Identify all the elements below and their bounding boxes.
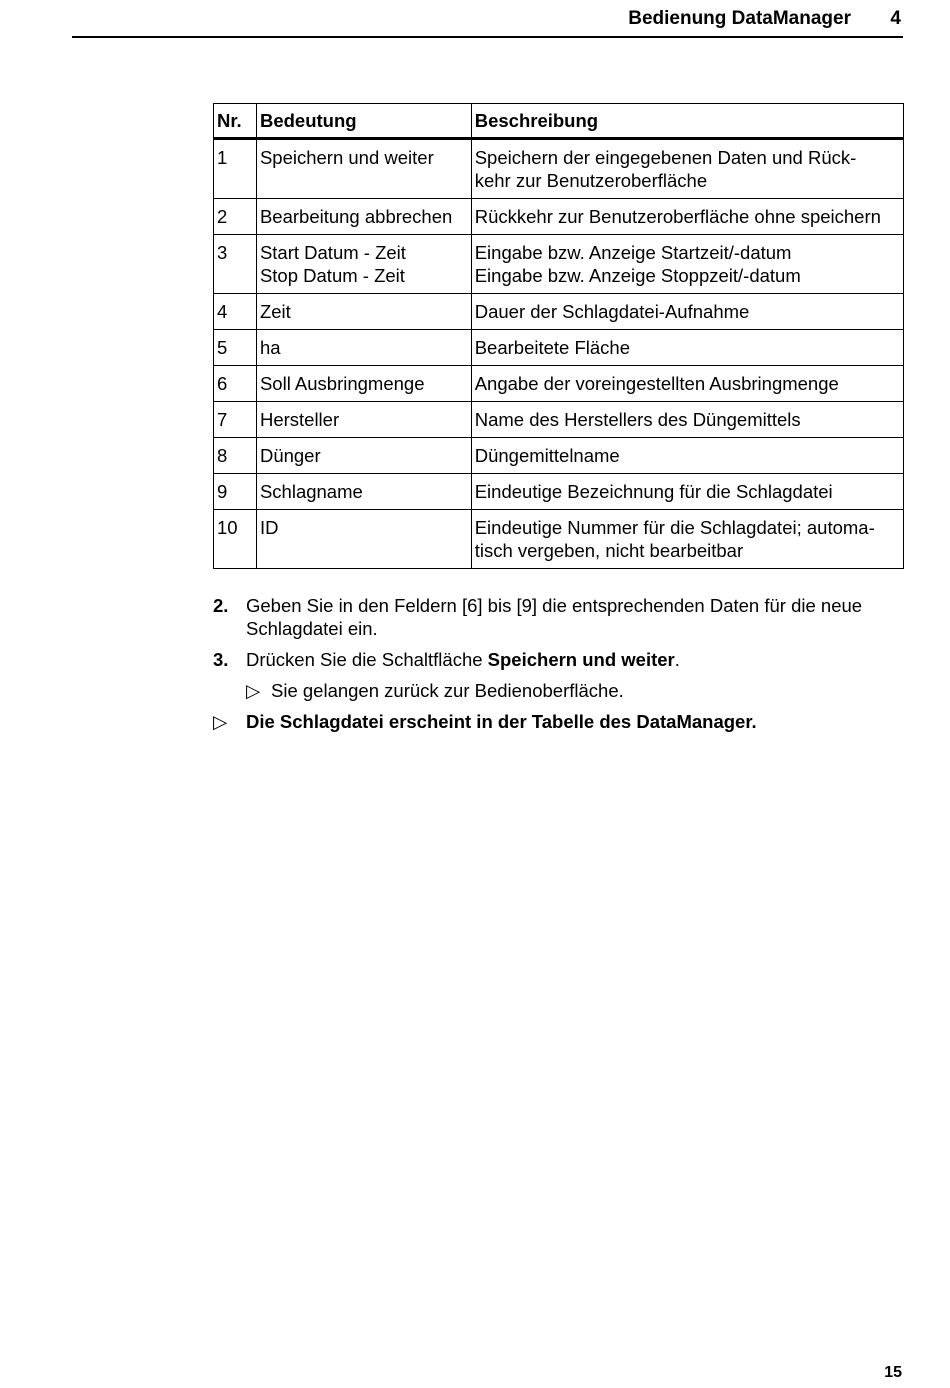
cell-bedeutung: Schlagname bbox=[256, 474, 471, 510]
cell-bedeutung: Zeit bbox=[256, 294, 471, 330]
field-description-table bbox=[213, 103, 904, 569]
table-row bbox=[214, 235, 904, 294]
cell-nr: 7 bbox=[214, 402, 257, 438]
cell-bedeutung: Speichern und weiter bbox=[256, 139, 471, 199]
table-row bbox=[214, 474, 904, 510]
page-number: 15 bbox=[884, 1364, 902, 1381]
header-title: Bedienung DataManager bbox=[628, 8, 851, 29]
cell-nr: 4 bbox=[214, 294, 257, 330]
cell-beschreibung: Rückkehr zur Benutzeroberfläche ohne speichern bbox=[471, 199, 903, 235]
cell-bedeutung: Soll Ausbringmenge bbox=[256, 366, 471, 402]
table-row bbox=[214, 139, 904, 199]
step-item bbox=[213, 648, 913, 671]
cell-beschreibung: Angabe der voreingestellten Ausbringmenge bbox=[471, 366, 903, 402]
cell-nr: 10 bbox=[214, 510, 257, 569]
table-row bbox=[214, 510, 904, 569]
cell-bedeutung: Start Datum - Zeit Stop Datum - Zeit bbox=[256, 235, 471, 294]
cell-beschreibung: Düngemittelname bbox=[471, 438, 903, 474]
cell-beschreibung: Speichern der eingegebenen Daten und Rück- kehr zur Benutzeroberfläche bbox=[471, 139, 903, 199]
cell-nr: 3 bbox=[214, 235, 257, 294]
table-row bbox=[214, 438, 904, 474]
cell-beschreibung: Eindeutige Nummer für die Schlagdatei; automa- tisch vergeben, nicht bearbeitbar bbox=[471, 510, 903, 569]
cell-nr: 5 bbox=[214, 330, 257, 366]
cell-nr: 1 bbox=[214, 139, 257, 199]
table-row bbox=[214, 366, 904, 402]
final-result-text: Die Schlagdatei erscheint in der Tabelle des DataManager. bbox=[246, 711, 757, 732]
table-row bbox=[214, 199, 904, 235]
column-header-bedeutung: Bedeutung bbox=[256, 104, 471, 139]
cell-nr: 8 bbox=[214, 438, 257, 474]
page-header bbox=[72, 6, 903, 38]
cell-bedeutung: Dünger bbox=[256, 438, 471, 474]
step-number: 3. bbox=[213, 649, 229, 670]
cell-nr: 9 bbox=[214, 474, 257, 510]
cell-bedeutung: Bearbeitung abbrechen bbox=[256, 199, 471, 235]
step-result bbox=[213, 679, 913, 702]
cell-bedeutung: ID bbox=[256, 510, 471, 569]
cell-beschreibung: Name des Herstellers des Düngemittels bbox=[471, 402, 903, 438]
chapter-number: 4 bbox=[890, 8, 901, 29]
step-text: Geben Sie in den Feldern [6] bis [9] die entsprechenden Daten für die neue Schlagdatei ein. bbox=[246, 595, 863, 639]
cell-beschreibung: Dauer der Schlagdatei-Aufnahme bbox=[471, 294, 903, 330]
final-result bbox=[213, 710, 913, 733]
table-row bbox=[214, 330, 904, 366]
table-row bbox=[214, 402, 904, 438]
cell-bedeutung: Hersteller bbox=[256, 402, 471, 438]
step-text-before: Drücken Sie die Schaltfläche bbox=[246, 649, 488, 670]
cell-beschreibung: Eindeutige Bezeichnung für die Schlagdatei bbox=[471, 474, 903, 510]
step-number: 2. bbox=[213, 595, 229, 616]
cell-beschreibung: Eingabe bzw. Anzeige Startzeit/-datum Eingabe bzw. Anzeige Stoppzeit/-datum bbox=[471, 235, 903, 294]
result-arrow-icon: ▷ bbox=[213, 711, 228, 732]
step-text-button-name: Speichern und weiter bbox=[487, 649, 675, 670]
instruction-steps bbox=[213, 594, 913, 733]
table-row bbox=[214, 294, 904, 330]
column-header-nr: Nr. bbox=[214, 104, 257, 139]
result-text: Sie gelangen zurück zur Bedienoberfläche. bbox=[271, 680, 624, 701]
table-header-row bbox=[214, 104, 904, 139]
step-text-after: . bbox=[674, 649, 680, 670]
cell-nr: 2 bbox=[214, 199, 257, 235]
result-arrow-icon: ▷ bbox=[246, 680, 261, 701]
cell-bedeutung: ha bbox=[256, 330, 471, 366]
step-item bbox=[213, 594, 913, 640]
cell-beschreibung: Bearbeitete Fläche bbox=[471, 330, 903, 366]
cell-nr: 6 bbox=[214, 366, 257, 402]
column-header-beschreibung: Beschreibung bbox=[471, 104, 903, 139]
